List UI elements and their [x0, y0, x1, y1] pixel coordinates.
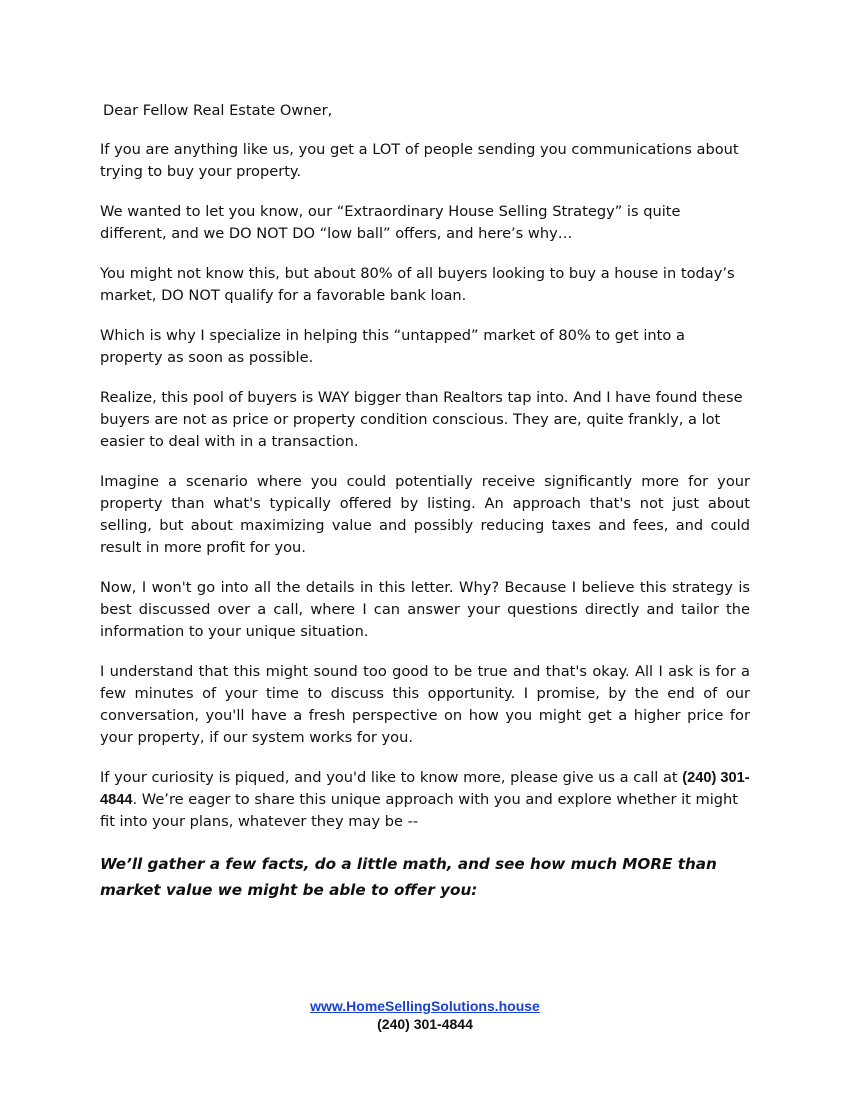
paragraph-scenario: Imagine a scenario where you could potentially receive significantly more for your property than what's typically offered by listing. An approach that's not just about selling, but about maximizing value and possibly reducing taxes and fees, and could result in more profit for you.	[100, 473, 750, 556]
website-link[interactable]: www.HomeSellingSolutions.house	[310, 998, 540, 1014]
contact-text-after: . We’re eager to share this unique approach with you and explore whether it might fit into your plans, whatever they may be --	[100, 791, 739, 830]
paragraph-specialty: Which is why I specialize in helping this “untapped” market of 80% to get into a property as soon as possible.	[100, 327, 685, 366]
paragraph-call: Now, I won't go into all the details in this letter. Why? Because I believe this strategy is best discussed over a call, where I can answer your questions directly and tailor the information to your unique situation.	[100, 579, 750, 640]
paragraph-intro: If you are anything like us, you get a LOT of people sending you communications about trying to buy your property.	[100, 141, 739, 180]
paragraph-buyers-stat: You might not know this, but about 80% of all buyers looking to buy a house in today’s market, DO NOT qualify for a favorable bank loan.	[100, 265, 735, 304]
closing-statement: We’ll gather a few facts, do a little math, and see how much MORE than market value we might be able to offer you:	[100, 855, 717, 899]
salutation: Dear Fellow Real Estate Owner,	[103, 102, 333, 119]
letter-body	[100, 100, 750, 903]
paragraph-strategy: We wanted to let you know, our “Extraordinary House Selling Strategy” is quite different, and we DO NOT DO “low ball” offers, and here’s why…	[100, 203, 681, 242]
contact-text-before: If your curiosity is piqued, and you'd like to know more, please give us a call at	[100, 769, 683, 786]
footer	[0, 997, 850, 1033]
paragraph-opportunity: I understand that this might sound too good to be true and that's okay. All I ask is for a few minutes of your time to discuss this opportunity. I promise, by the end of our conversation, you'll have a fresh perspective on how you might get a higher price for your property, if our system works for you.	[100, 663, 750, 746]
contact-phone[interactable]: (240) 301-4844	[100, 770, 750, 808]
footer-phone: (240) 301-4844	[377, 1016, 473, 1032]
paragraph-buyer-pool: Realize, this pool of buyers is WAY bigger than Realtors tap into. And I have found these buyers are not as price or property condition conscious. They are, quite frankly, a lot easier to deal with in a transaction.	[100, 389, 743, 450]
paragraph-contact	[100, 767, 750, 833]
